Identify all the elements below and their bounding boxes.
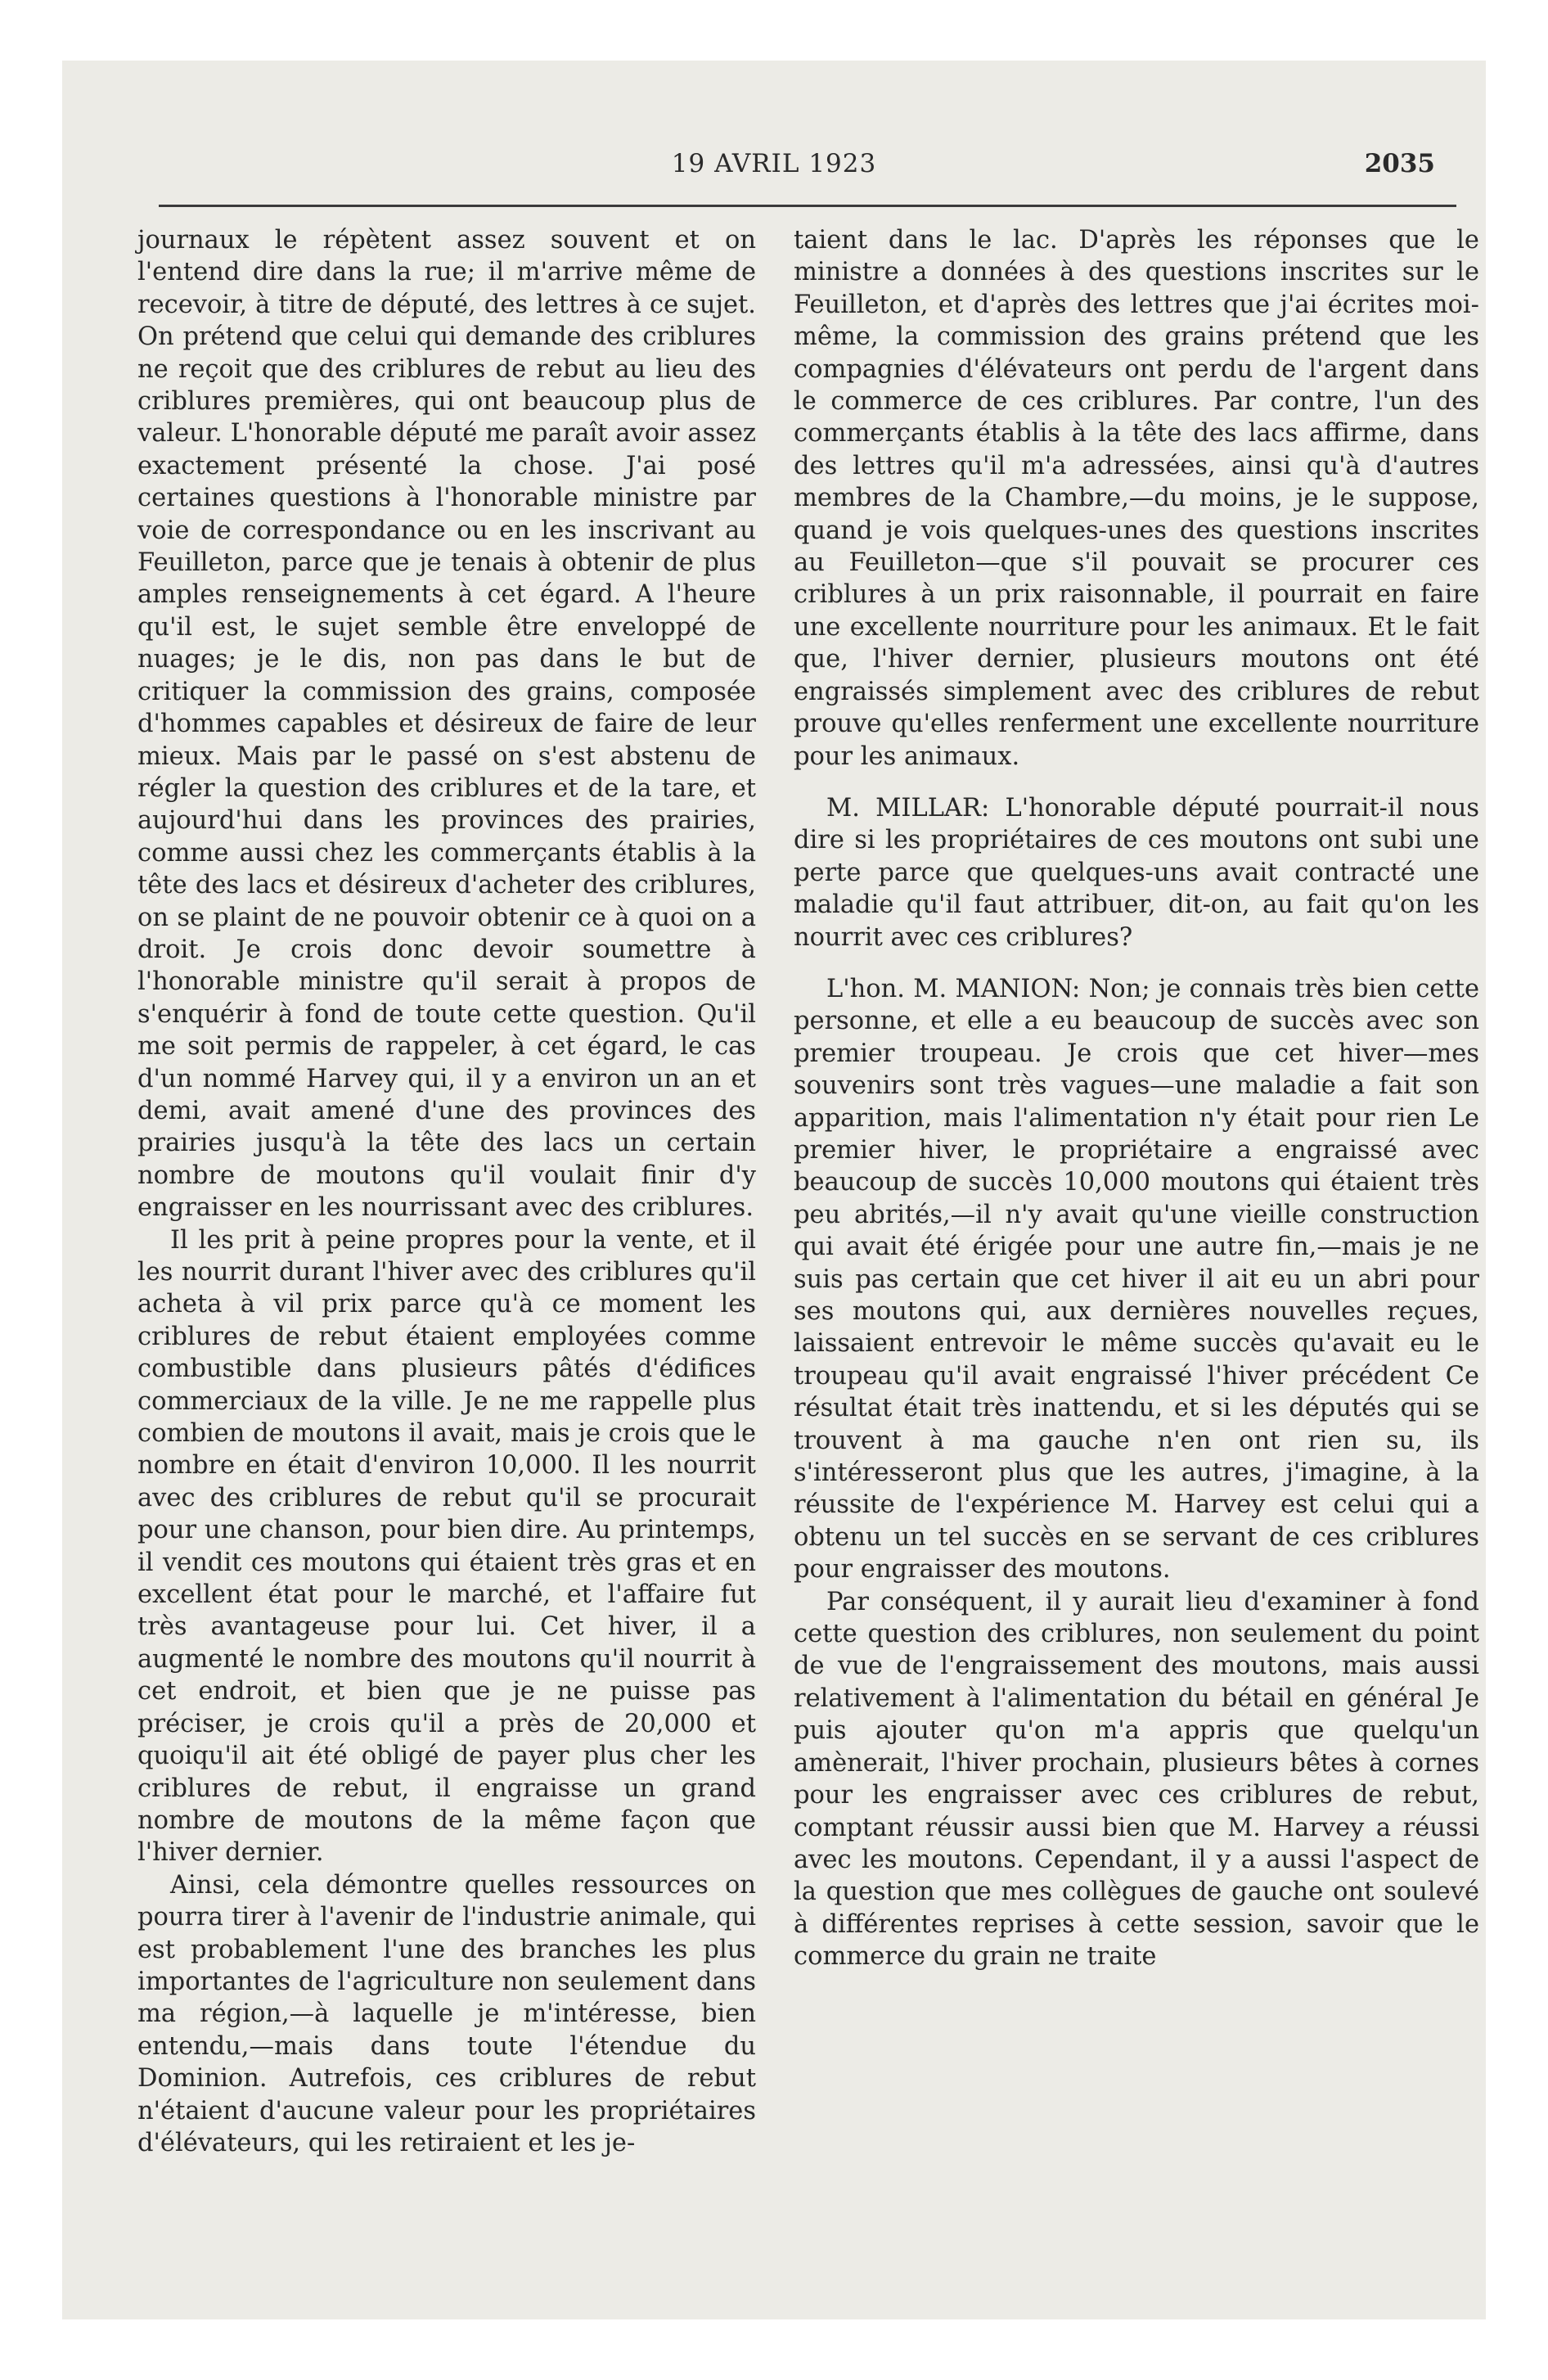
speaker-paragraph-millar: M. MILLAR: L'honorable député pourrait-il nous dire si les propriétaires de ces moutons ont subi une perte parce que quelques-uns avait contracté une maladie qu'il faut attribuer, dit-on, au fait qu'on les nourrit avec ces criblures? [794, 793, 1479, 952]
header-date: 19 AVRIL 1923 [671, 149, 877, 178]
paragraph: journaux le répètent assez souvent et on l'entend dire dans la rue; il m'arrive même de recevoir, à titre de député, des lettres à ce sujet. On prétend que celui qui demande des criblures ne reçoit que des criblures de rebut au lieu des criblures premières, qui ont beaucoup plus de valeur. L'honorable député me paraît avoir assez exactement présenté la chose. J'ai posé certaines questions à l'honorable ministre par voie de correspondance ou en les inscrivant au Feuilleton, parce que je tenais à obtenir de plus amples renseignements à cet égard. A l'heure qu'il est, le sujet semble être enveloppé de nuages; je le dis, non pas dans le but de critiquer la commission des grains, composée d'hommes capables et désireux de faire de leur mieux. Mais par le passé on s'est abstenu de régler la question des criblures et de la tare, et aujourd'hui dans les provinces des prairies, comme aussi chez les commerçants établis à la tête des lacs et désireux d'acheter des criblures, on se plaint de ne pouvoir obtenir ce à quoi on a droit. Je crois donc devoir soumettre à l'honorable ministre qu'il serait à propos de s'enquérir à fond de toute cette question. Qu'il me soit permis de rappeler, à cet égard, le cas d'un nommé Harvey qui, il y a environ un an et demi, avait amené d'une des provinces des prairies jusqu'à la tête des lacs un certain nombre de moutons qu'il voulait finir d'y engraisser en les nourrissant avec des criblures. [137, 226, 756, 1223]
right-column [794, 224, 1479, 1973]
left-column [137, 224, 756, 2159]
paragraph: Il les prit à peine propres pour la vente, et il les nourrit durant l'hiver avec des criblures qu'il acheta à vil prix parce qu'à ce moment les criblures de rebut étaient employées comme combustible dans plusieurs pâtés d'édifices commerciaux de la ville. Je ne me rappelle plus combien de moutons il avait, mais je crois que le nombre en était d'environ 10,000. Il les nourrit avec des criblures de rebut qu'il se procurait pour une chanson, pour bien dire. Au printemps, il vendit ces moutons qui étaient très gras et en excellent état pour le marché, et l'affaire fut très avantageuse pour lui. Cet hiver, il a augmenté le nombre des moutons qu'il nourrit à cet endroit, et bien que je ne puisse pas préciser, je crois qu'il a près de 20,000 et quoiqu'il ait été obligé de payer plus cher les criblures de rebut, il engraisse un grand nombre de moutons de la même façon que l'hiver dernier. [137, 1225, 756, 1868]
paragraph: Ainsi, cela démontre quelles ressources on pourra tirer à l'avenir de l'industrie animale, qui est probablement l'une des branches les plus importantes de l'agriculture non seulement dans ma région,—à laquelle je m'intéresse, bien entendu,—mais dans toute l'étendue du Dominion. Autrefois, ces criblures de rebut n'étaient d'aucune valeur pour les propriétaires d'élévateurs, qui les retiraient et les je- [137, 1870, 756, 2157]
scanned-page [62, 61, 1486, 2319]
page-number: 2035 [1364, 149, 1435, 178]
page-header [62, 142, 1486, 192]
paragraph: taient dans le lac. D'après les réponses que le ministre a données à des questions inscrites sur le Feuilleton, et d'après des lettres que j'ai écrites moi-même, la commission des grains prétend que les compagnies d'élévateurs ont perdu de l'argent dans le commerce de ces criblures. Par contre, l'un des commerçants établis à la tête des lacs affirme, dans des lettres qu'il m'a adressées, ainsi qu'à d'autres membres de la Chambre,—du moins, je le suppose, quand je vois quelques-unes des questions inscrites au Feuilleton—que s'il pouvait se procurer ces criblures à un prix raisonnable, il pourrait en faire une excellente nourriture pour les animaux. Et le fait que, l'hiver dernier, plusieurs moutons ont été engraissés simplement avec des criblures de rebut prouve qu'elles renferment une excellente nourriture pour les animaux. [794, 226, 1479, 771]
paragraph: Par conséquent, il y aurait lieu d'examiner à fond cette question des criblures, non seulement du point de vue de l'engraissement des moutons, mais aussi relativement à l'alimentation du bétail en général Je puis ajouter qu'on m'a appris que quelqu'un amènerait, l'hiver prochain, plusieurs bêtes à cornes pour les engraisser avec ces criblures de rebut, comptant réussir aussi bien que M. Harvey a réussi avec les moutons. Cependant, il y a aussi l'aspect de la question que mes collègues de gauche ont soulevé à différentes reprises à cette session, savoir que le commerce du grain ne traite [794, 1587, 1479, 1972]
header-rule [159, 205, 1456, 207]
speaker-paragraph-manion: L'hon. M. MANION: Non; je connais très bien cette personne, et elle a eu beaucoup de succès avec son premier troupeau. Je crois que cet hiver—mes souvenirs sont très vagues—une maladie a fait son apparition, mais l'alimentation n'y était pour rien Le premier hiver, le propriétaire a engraissé avec beaucoup de succès 10,000 moutons qui étaient très peu abrités,—il n'y avait qu'une vieille construction qui avait été érigée pour une autre fin,—mais je ne suis pas certain que cet hiver il ait eu un abri pour ses moutons qui, aux dernières nouvelles reçues, laissaient entrevoir le même succès qu'avait eu le troupeau qu'il avait engraissé l'hiver précédent Ce résultat était très inattendu, et si les députés qui se trouvent à ma gauche n'en ont rien su, ils s'intéresseront plus que les autres, j'imagine, à la réussite de l'expérience M. Harvey est celui qui a obtenu un tel succès en se servant de ces criblures pour engraisser des moutons. [794, 974, 1479, 1584]
